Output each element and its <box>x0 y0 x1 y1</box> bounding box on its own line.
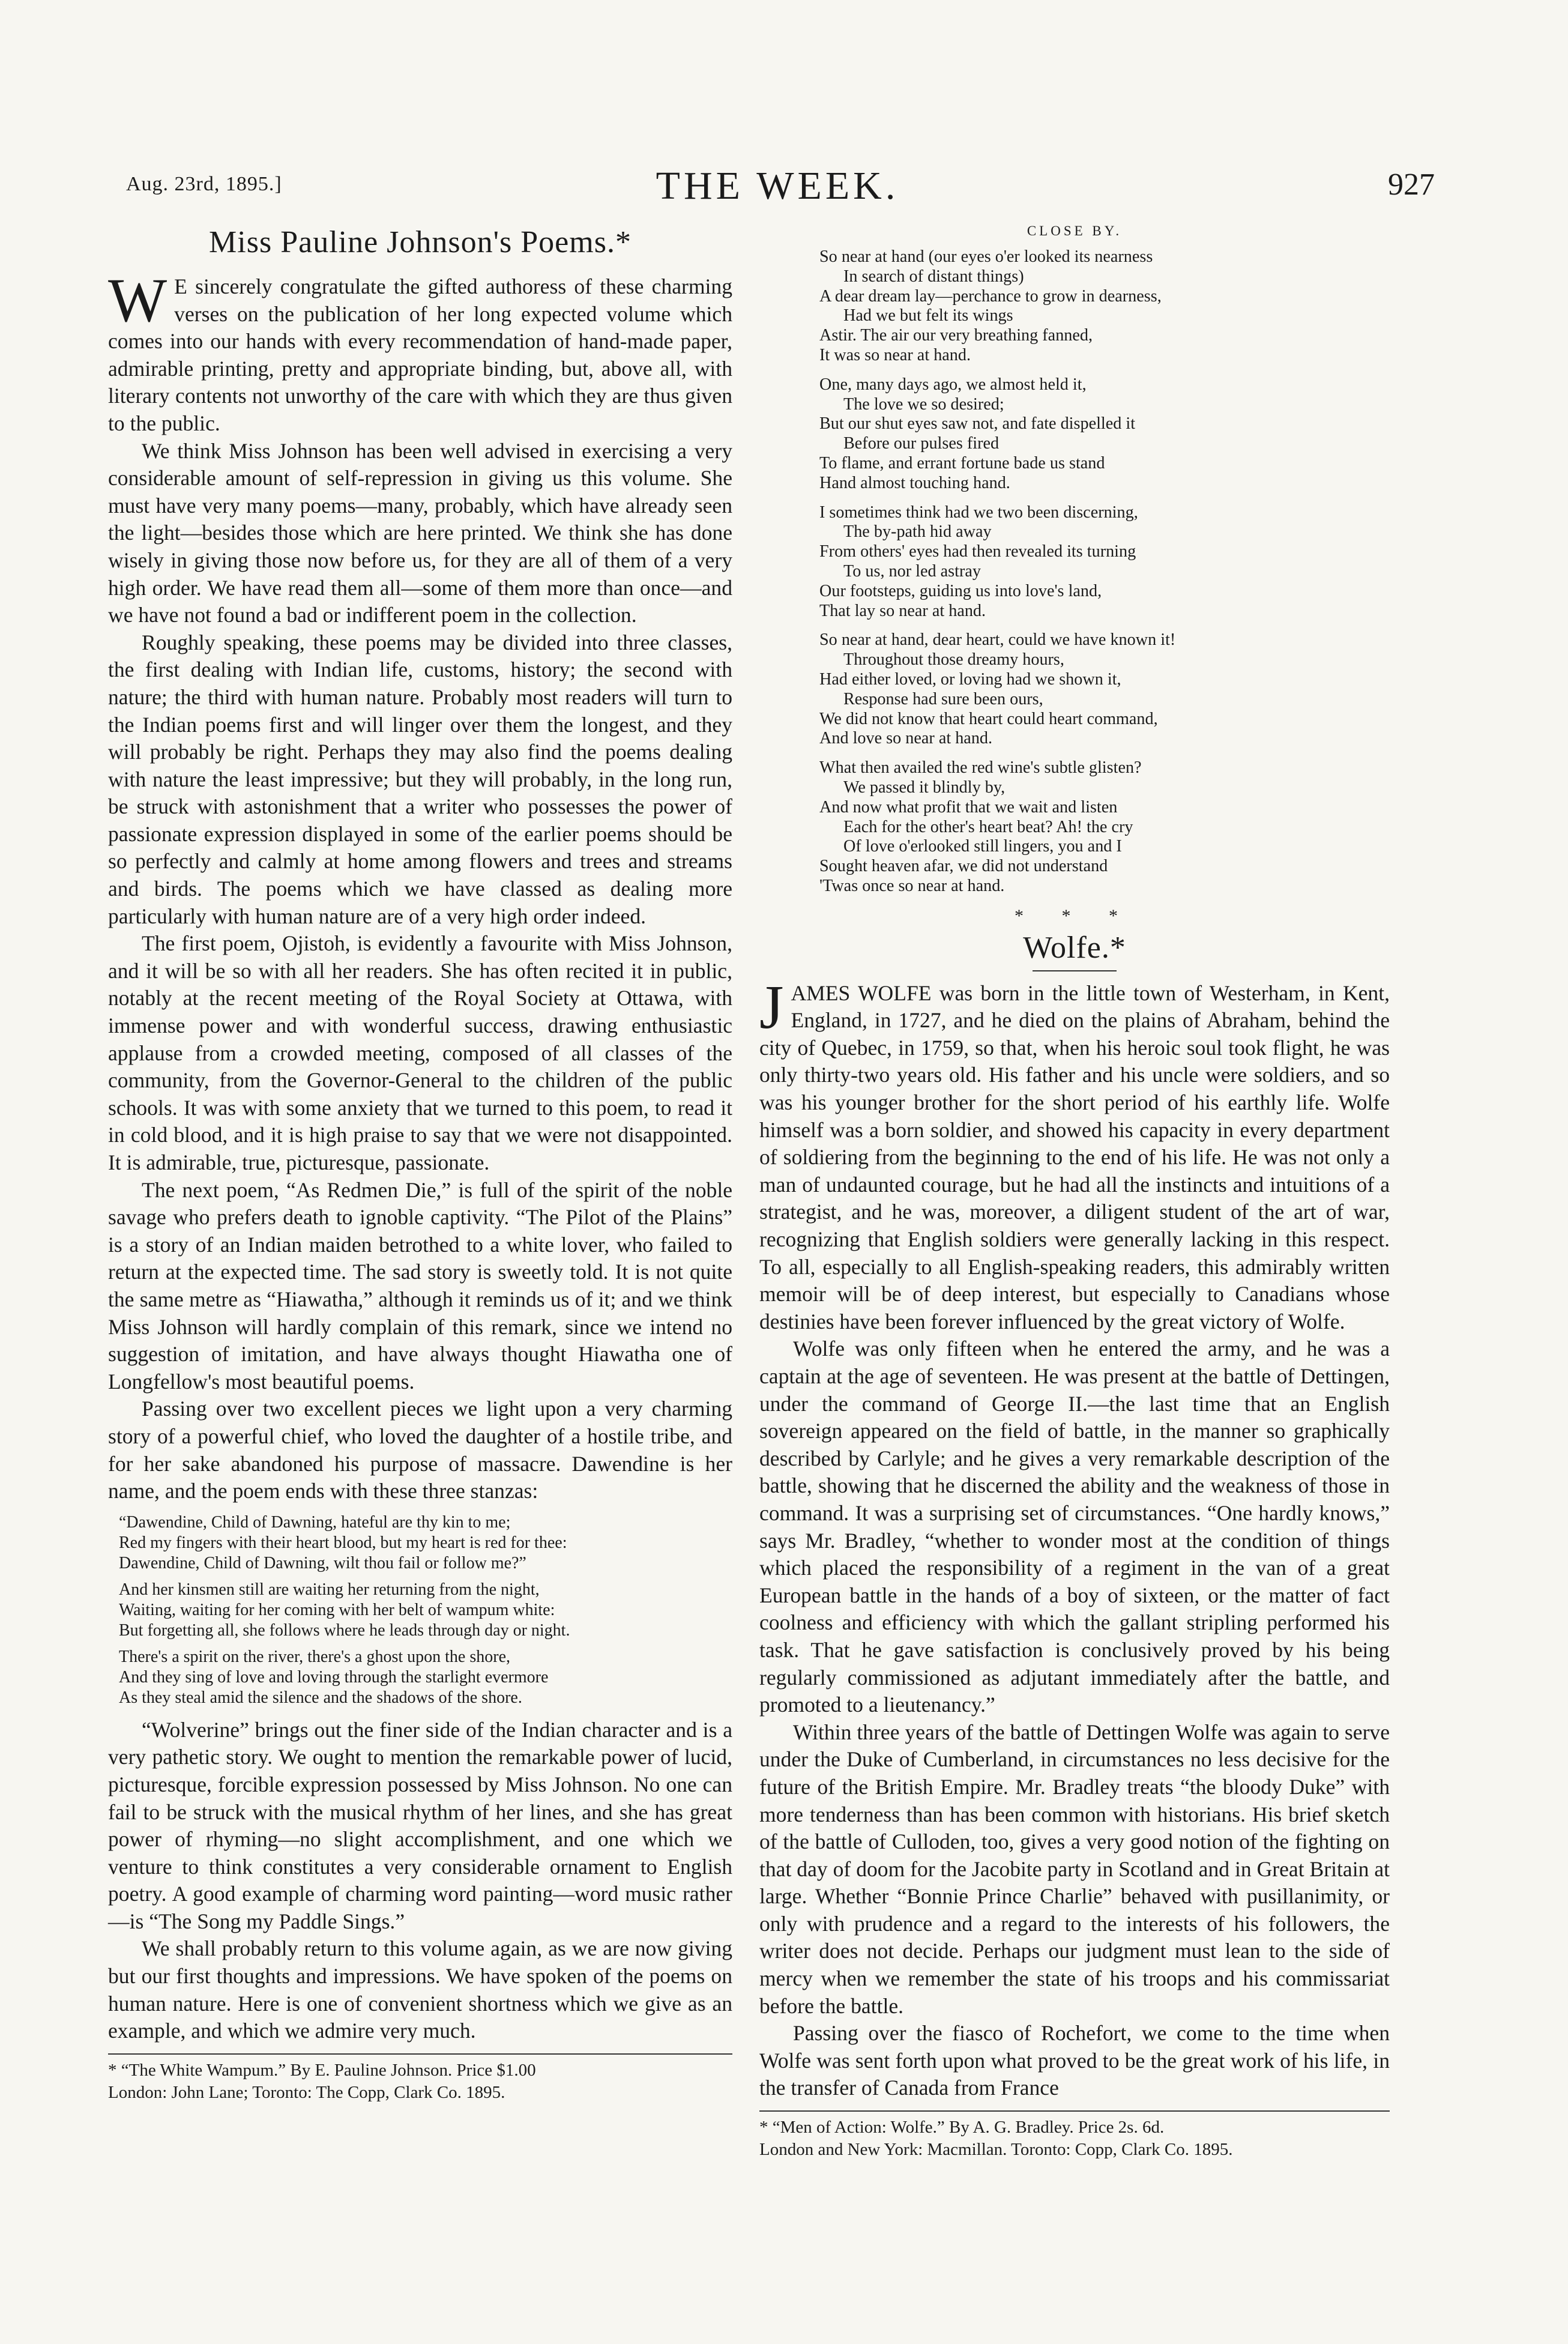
poem-heading: CLOSE BY. <box>1027 223 1123 238</box>
running-head <box>120 163 1435 217</box>
poem-close-by <box>819 247 1390 896</box>
left-column <box>108 222 732 2104</box>
paragraph: We think Miss Johnson has been well advised in exercising a very considerable amount of self-repression in giving us this volume. She must have very many poems—many, probably, which have already seen the light—besides those which are here printed. We think she has done wisely in giving those now before us, for they are all of them of a very high order. We have read them all—some of them more than once—and we have not found a bad or indifferent poem in the collection. <box>108 438 732 627</box>
verse-line: That lay so near at hand. <box>819 601 986 620</box>
paragraph: Within three years of the battle of Dettingen Wolfe was again to serve under the Duke of Cumberland, in circumstances no less decisive for the future of the British Empire. Mr. Bradley treats “the bloody Duke” with more tenderness than has been common with historians. His brief sketch of the battle of Culloden, too, gives a very good notion of the fighting on that day of doom for the Jacobite party in Scotland and in Great Britain at large. Whether “Bonnie Prince Charlie” behaved with pusillanimity, or only with prudence and a regard to the interests of his followers, the writer does not decide. Perhaps our judgment must lean to the side of mercy when we remember the state of his troops and his commissariat before the battle. <box>759 1720 1390 2018</box>
stanza <box>819 630 1390 749</box>
paragraph: Passing over two excellent pieces we light upon a very charming story of a powerful chief, who loved the daughter of a hostile tribe, and for her sake abandoned his purpose of massacre. Dawendine is her name, and the poem ends with these three stanzas: <box>108 1397 732 1503</box>
verse-line: As they steal amid the silence and the shadows of the shore. <box>119 1688 522 1707</box>
article-title-wolfe: Wolfe.* <box>1023 930 1126 965</box>
verse-line: To us, nor led astray <box>843 561 981 581</box>
paragraph: Passing over the fiasco of Rochefort, we come to the time when Wolfe was sent forth upon what proved to be the great work of his life, in the transfer of Canada from France <box>759 2021 1390 2100</box>
article-title-johnson: Miss Pauline Johnson's Poems.* <box>209 225 632 259</box>
verse-line: Hand almost touching hand. <box>819 473 1010 492</box>
footnote <box>759 2116 1390 2161</box>
verse-line: The love we so desired; <box>843 394 1004 414</box>
verse-line: Throughout those dreamy hours, <box>843 650 1064 669</box>
paragraph: We shall probably return to this volume again, as we are now giving but our first thoughts and impressions. We have spoken of the poems on human nature. Here is one of convenient shortness which we give as an example, and which we admire very much. <box>108 1936 732 2043</box>
stanza <box>819 758 1390 896</box>
verse-line: Of love o'erlooked still lingers, you and I <box>843 837 1122 856</box>
verse-line: But forgetting all, she follows where he leads through day or night. <box>119 1621 570 1640</box>
stanza <box>119 1512 732 1574</box>
right-column <box>759 222 1390 2161</box>
verse-line: It was so near at hand. <box>819 345 971 364</box>
verse-line: Response had sure been ours, <box>843 689 1043 708</box>
verse-line: Before our pulses fired <box>843 434 1000 453</box>
verse-line: What then availed the red wine's subtle glisten? <box>819 758 1142 778</box>
verse-line: I sometimes think had we two been discerning, <box>819 503 1138 522</box>
verse-line: So near at hand (our eyes o'er looked its nearness <box>819 247 1153 266</box>
verse-line: “Dawendine, Child of Dawning, hateful are thy kin to me; <box>119 1512 511 1532</box>
verse-line: One, many days ago, we almost held it, <box>819 375 1087 394</box>
verse-line: Dawendine, Child of Dawning, wilt thou fail or follow me?” <box>119 1553 526 1572</box>
issue-date: Aug. 23rd, 1895.] <box>126 173 282 195</box>
verse-line: So near at hand, dear heart, could we have known it! <box>819 630 1176 650</box>
verse-line: Our footsteps, guiding us into love's land, <box>819 581 1102 600</box>
paragraph: Roughly speaking, these poems may be divided into three classes, the first dealing with Indian life, customs, history; the second with nature; the third with human nature. Probably most readers will turn to the Indian poems first and will linger over them the longest, and they will probably be right. Perhaps they may also find the poems dealing with nature the least impressive; but they will probably, in the long run, be struck with astonishment that a writer who possesses the power of passionate expression displayed in some of the earlier poems should be so perfectly and calmly at home among flowers and trees and streams and birds. The poems which we have classed as dealing more particularly with human nature are of a very high order indeed. <box>108 630 732 928</box>
footnote-line: London: John Lane; Toronto: The Copp, Clark Co. 1895. <box>108 2082 505 2102</box>
verse-line: 'Twas once so near at hand. <box>819 876 1005 895</box>
verse-line: And her kinsmen still are waiting her returning from the night, <box>119 1580 540 1599</box>
verse-line: Waiting, waiting for her coming with her belt of wampum white: <box>119 1600 555 1619</box>
paragraph: The next poem, “As Redmen Die,” is full of the spirit of the noble savage who prefers death to ignoble captivity. “The Pilot of the Plains” is a story of an Indian maiden betrothed to a white lover, who failed to return at the expected time. The sad story is sweetly told. It is not quite the same metre as “Hiawatha,” although it reminds us of it; and we think Miss Johnson will hardly complain of this remark, since we intend no suggestion of imitation, and have always thought Hiawatha one of Longfellow's most beautiful poems. <box>108 1177 732 1394</box>
footnote-rule <box>759 2110 1390 2112</box>
paragraph <box>759 972 1390 1336</box>
paragraph: The first poem, Ojistoh, is evidently a favourite with Miss Johnson, and it will be so with all her readers. She has often recited it in public, notably at the recent meeting of the Royal Society at Ottawa, with immense power and with wonderful success, drawing enthusiastic applause from a crowded meeting, composed of all classes of the community, from the Governor-General to the children of the public schools. It was with some anxiety that we turned to this poem, to read it in cold blood, and it is high praise to say that we were not disappointed. It is admirable, true, picturesque, passionate. <box>108 931 732 1174</box>
footnote <box>108 2059 732 2104</box>
verse-line: Had either loved, or loving had we shown it, <box>819 669 1121 689</box>
paragraph: Wolfe was only fifteen when he entered the army, and he was a captain at the age of seventeen. He was present at the battle of Dettingen, under the command of George II.—the last time that an English sovereign appeared on the field of battle, in the manner so graphically described by Carlyle; and he gives a very remarkable description of the battle, showing that he discerned the ability and the weakness of those in command. It was a surprising set of circumstances. “One hardly knows,” says Mr. Bradley, “whether to wonder most at the condition of things which placed the responsibility of a regiment in the van of a great European battle in the hands of a boy of sixteen, or the matter of fact coolness and efficiency with which the gallant stripling performed his task. That he gave satisfaction is conclusively proved by his being regularly commissioned as adjutant immediately after the battle, and promoted to a lieutenancy.” <box>759 1337 1390 1717</box>
footnote-line: London and New York: Macmillan. Toronto: Copp, Clark Co. 1895. <box>759 2140 1233 2160</box>
verse-line: We passed it blindly by, <box>843 778 1006 797</box>
quoted-stanzas <box>119 1512 732 1708</box>
verse-line: Astir. The air our very breathing fanned, <box>819 326 1093 345</box>
footnote-rule <box>108 2053 732 2055</box>
verse-line: In search of distant things) <box>843 267 1024 286</box>
paragraph <box>108 266 732 438</box>
verse-line: The by-path hid away <box>843 522 992 542</box>
footnote-line: * “Men of Action: Wolfe.” By A. G. Bradley. Price 2s. 6d. <box>759 2118 1165 2137</box>
drop-cap: J <box>759 972 784 1042</box>
stanza <box>819 247 1390 366</box>
verse-line: There's a spirit on the river, there's a ghost upon the shore, <box>119 1647 511 1666</box>
verse-line: A dear dream lay—perchance to grow in dearness, <box>819 286 1162 306</box>
paragraph: “Wolverine” brings out the finer side of the Indian character and is a very pathetic story. We ought to mention the remarkable power of lucid, picturesque, forcible expression possessed by Miss Johnson. No one can fail to be struck with the musical rhythm of her lines, and she has great power of rhyming—no slight accomplishment, and one which we venture to think constitutes a very considerable ornament to English poetry. A good example of charming word painting—word music rather—is “The Song my Paddle Sings.” <box>108 1717 732 1933</box>
verse-line: Red my fingers with their heart blood, but my heart is red for thee: <box>119 1533 567 1552</box>
title-rule <box>1033 970 1117 971</box>
drop-cap: W <box>108 266 167 335</box>
footnote-line: * “The White Wampum.” By E. Pauline Johnson. Price $1.00 <box>108 2060 536 2080</box>
stanza <box>819 375 1390 494</box>
masthead-title: THE WEEK. <box>656 164 899 208</box>
verse-line: But our shut eyes saw not, and fate dispelled it <box>819 414 1136 433</box>
stanza <box>119 1580 732 1641</box>
section-asterisks: * * * <box>1015 905 1135 926</box>
verse-line: To flame, and errant fortune bade us stand <box>819 453 1105 473</box>
stanza <box>819 503 1390 621</box>
verse-line: Had we but felt its wings <box>843 306 1013 325</box>
verse-line: From others' eyes had then revealed its turning <box>819 542 1136 561</box>
verse-line: And they sing of love and loving through the starlight evermore <box>119 1667 549 1687</box>
verse-line: We did not know that heart could heart command, <box>819 709 1158 728</box>
stanza <box>119 1647 732 1708</box>
page-number: 927 <box>1388 168 1435 202</box>
paragraph-text: AMES WOLFE was born in the little town of Westerham, in Kent, England, in 1727, and he died on the plains of Abraham, behind the city of Quebec, in 1759, so that, when his heroic soul took flight, he was only thirty-two years old. His father and his uncle were soldiers, and so was his younger brother for the short period of his earthly life. Wolfe himself was a born soldier, and showed his capacity in every department of soldiering from the beginning to the end of his life. He was not only a man of undaunted courage, but he had all the instincts and intuitions of a strategist, and he was, moreover, a diligent student of the art of war, recognizing that English soldiers were generally lacking in this respect. To all, especially to all English-speaking readers, this admirably written memoir will be of deep interest, but especially to Canadians whose destinies have been forever influenced by the great victory of Wolfe. <box>759 980 1390 1334</box>
paragraph-text: E sincerely congratulate the gifted authoress of these charming verses on the publication of her long expected volume which comes into our hands with every recommendation of hand-made paper, admirable printing, pretty and appropriate binding, but, above all, with literary contents not unworthy of the care with which they are thus given to the public. <box>108 274 732 435</box>
verse-line: Each for the other's heart beat? Ah! the cry <box>843 817 1133 836</box>
verse-line: And now what profit that we wait and listen <box>819 797 1118 817</box>
verse-line: Sought heaven afar, we did not understand <box>819 857 1108 876</box>
verse-line: And love so near at hand. <box>819 729 993 748</box>
